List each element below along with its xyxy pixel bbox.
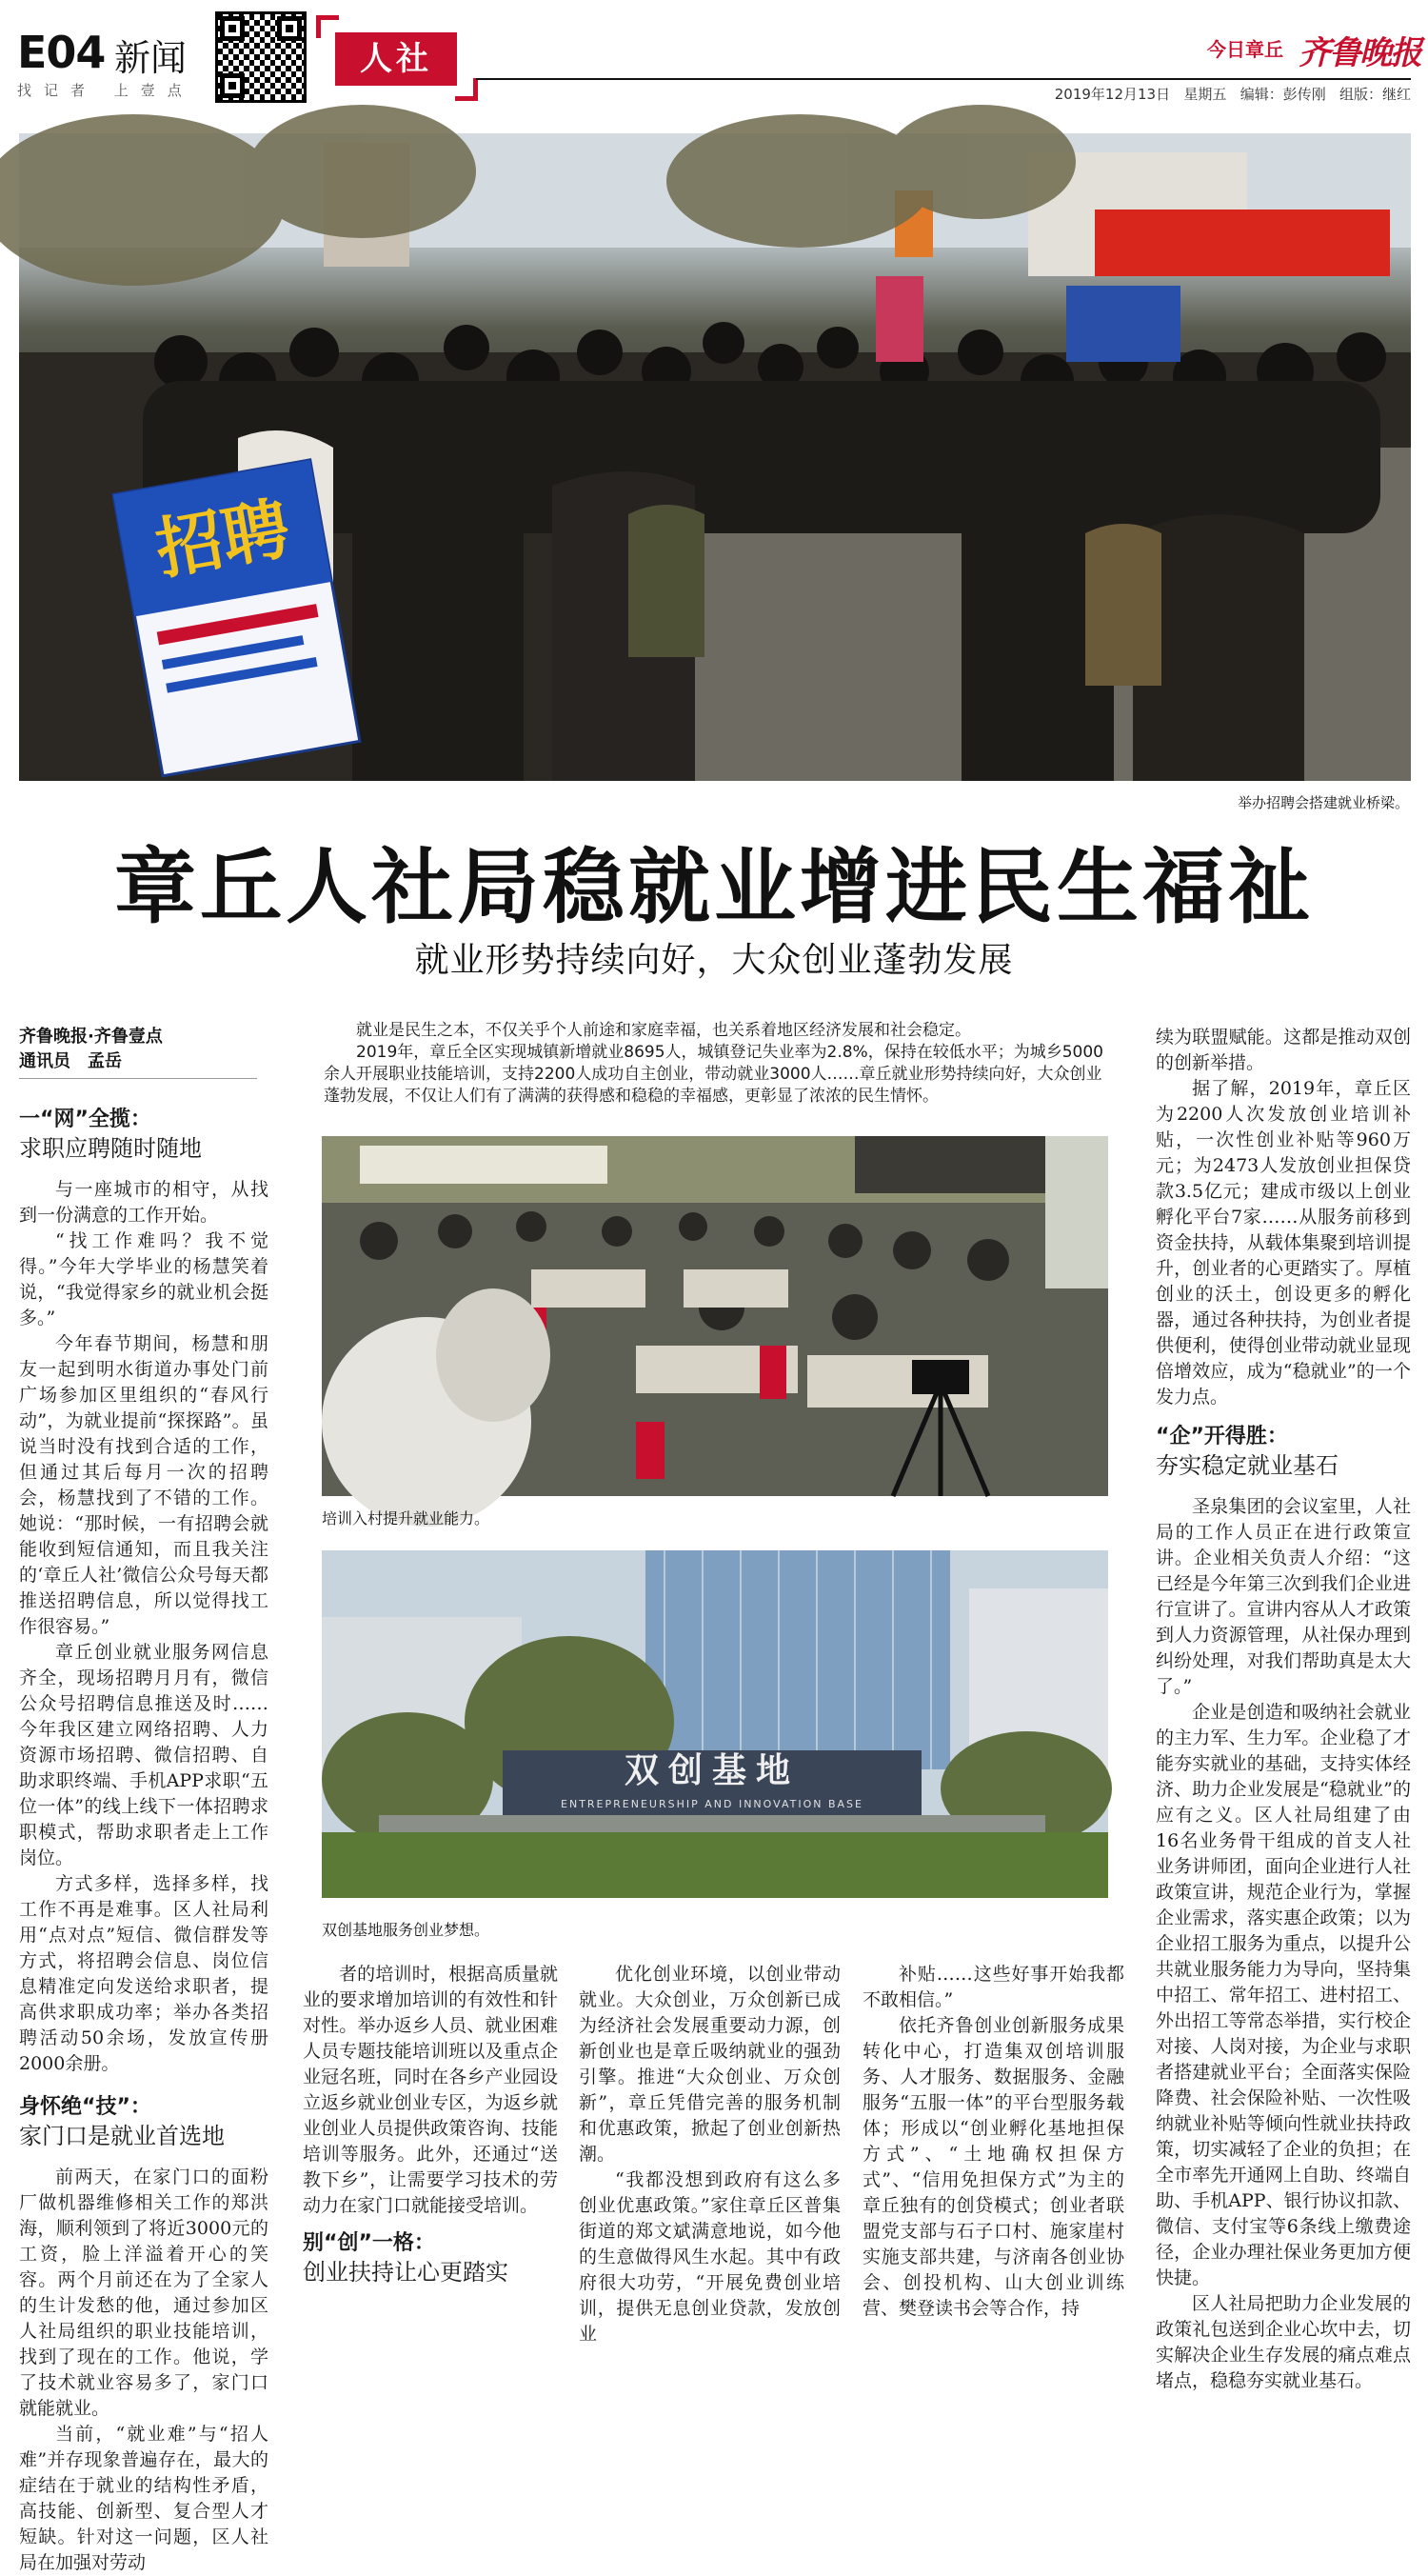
main-photo-caption: 举办招聘会搭建就业桥梁。 [1237, 794, 1409, 811]
training-photo [322, 1136, 1108, 1496]
body-paragraph: 据了解，2019年，章丘区为2200人次发放创业培训补贴，一次性创业补贴等960万元；为2473人发放创业担保贷款3.5亿元；建成市级以上创业孵化平台7家……从服务前移到资金扶持，从载体集聚到培训提升，创业者的心更踏实了。厚植创业的沃土，创设更多的孵化器，通过各种扶持，为创业者提供便利，使得创业带动就业显现倍增效应，成为“稳就业”的一个发力点。 [1156, 1078, 1411, 1408]
byline-divider [19, 1078, 257, 1079]
article-column-3 [579, 1962, 841, 2345]
byline-outlet: 齐鲁晚报·齐鲁壹点 [19, 1027, 163, 1047]
byline [19, 1025, 257, 1074]
base-sign-text: 双创基地 [624, 1751, 801, 1790]
section-tag: 人社 [335, 32, 457, 86]
article-column-1 [19, 1107, 268, 2573]
base-sign-english: ENTREPRENEURSHIP AND INNOVATION BASE [561, 1798, 863, 1810]
issue-meta: 2019年12月13日 星期五 编辑：彭传刚 组版：继红 [1054, 86, 1411, 103]
body-paragraph: 前两天，在家门口的面粉厂做机器维修相关工作的郑洪海，顺利领到了将近3000元的工资，脸上洋溢着开心的笑容。两个月前还在为了全家人的生计发愁的他，通过参加区人社局组织的职业技能培训，找到了现在的工作。他说，学了技术就业容易多了，家门口就能就业。 [19, 2167, 268, 2419]
section-name: 新闻 [114, 37, 188, 79]
qr-eye-icon [220, 16, 245, 41]
section-heading-4-line2: 夯实稳定就业基石 [1156, 1452, 1339, 1479]
section-heading-2-line1: 身怀绝“技”： [19, 2095, 151, 2119]
qr-eye-icon [277, 16, 302, 41]
section-heading-2-line2: 家门口是就业首选地 [19, 2123, 225, 2149]
job-fair-illustration [19, 133, 1411, 781]
body-paragraph: “找工作难吗？我不觉得。”今年大学毕业的杨慧笑着说，“我觉得家乡的就业机会挺多。” [19, 1230, 268, 1328]
section-heading-3-line1: 别“创”一格： [303, 2231, 435, 2255]
header-slogan: 找记者 上壹点 [17, 82, 194, 99]
headline: 章丘人社局稳就业增进民生福祉 [114, 840, 1314, 935]
newspaper-logo: 齐鲁晚报 [1299, 34, 1420, 72]
base-photo-caption: 双创基地服务创业梦想。 [322, 1921, 490, 1939]
section-heading-1-line2: 求职应聘随时随地 [19, 1135, 202, 1162]
page-number: E04 [17, 27, 106, 78]
qr-eye-icon [220, 73, 245, 98]
body-paragraph: 企业是创造和吸纳社会就业的主力军、生力军。企业稳了才能夯实就业的基础，支持实体经济、助力企业发展是“稳就业”的应有之义。区人社局组建了由16名业务骨干组成的首支人社业务讲师团，面向企业进行人社政策宣讲，规范企业行为，掌握企业需求，落实惠企政策；以为企业招工服务为重点，以提升公共就业服务能力为导向，坚持集中招工、常年招工、进村招工、外出招工等常态举措，实行校企对接、人岗对接，为企业与求职者搭建就业平台；全面落实保险降费、社会保险补贴、一次性吸纳就业补贴等倾向性就业扶持政策，切实减轻了企业的负担；在全市率先开通网上自助、终端自助、手机APP、银行协议扣款、微信、支付宝等6条线上缴费途径，企业办理社保业务更加方便快捷。 [1156, 1702, 1411, 2288]
byline-author: 通讯员 孟岳 [19, 1051, 122, 1071]
body-paragraph: 与一座城市的相守，从找到一份满意的工作开始。 [19, 1179, 268, 1226]
body-paragraph: 补贴……这些好事开始我都不敢相信。” [863, 1964, 1124, 2010]
article-column-5 [1156, 1025, 1411, 2391]
body-paragraph: 今年春节期间，杨慧和朋友一起到明水街道办事处门前广场参加区里组织的“春风行动”，为就业提前“探探路”。虽说当时没有找到合适的工作，但通过其后每月一次的招聘会，杨慧找到了不错的工作。她说：“那时候，一有招聘会就能收到短信通知，而且我关注的‘章丘人社’微信公众号每天都推送招聘信息，所以觉得找工作很容易。” [19, 1333, 268, 1637]
body-paragraph: 区人社局把助力企业发展的政策礼包送到企业心坎中去，切实解决企业生存发展的痛点难点堵点，稳稳夯实就业基石。 [1156, 2293, 1411, 2391]
body-paragraph: 续为联盟赋能。这都是推动双创的创新举措。 [1156, 1027, 1411, 1073]
article-column-2 [303, 1962, 558, 2286]
section-heading-1-line1: 一“网”全揽： [19, 1108, 151, 1131]
lead-paragraph: 2019年，章丘全区实现城镇新增就业8695人，城镇登记失业率为2.8%，保持在较低水平；为城乡5000余人开展职业技能培训，支持2200人成功自主创业，带动就业3000人……章丘就业形势持续向好，大众创业蓬勃发展，不仅让人们有了满满的获得感和稳稳的幸福感，更彰显了浓浓的民生情怀。 [324, 1043, 1103, 1106]
poster-text: 招聘 [149, 489, 295, 589]
body-paragraph: 圣泉集团的会议室里，人社局的工作人员正在进行政策宣讲。企业相关负责人介绍：“这已经是今年第三次到我们企业进行宣讲了。宣讲内容从人才政策到人力资源管理，从社保办理到纠纷处理，对我们帮助真是太大了。” [1156, 1496, 1411, 1697]
lead-paragraph: 就业是民生之本，不仅关乎个人前途和家庭幸福，也关系着地区经济发展和社会稳定。 [356, 1021, 971, 1040]
lead-paragraphs [324, 1020, 1106, 1108]
training-photo-caption: 培训入村提升就业能力。 [322, 1509, 490, 1528]
body-paragraph: “我都没想到政府有这么多创业优惠政策。”家住章丘区普集街道的郑文斌满意地说，如今他的生意做得风生水起。其中有政府很大功劳，“开展免费创业培训，提供无息创业贷款，发放创业 [579, 2169, 841, 2345]
subheadline: 就业形势持续向好，大众创业蓬勃发展 [414, 941, 1014, 980]
article-column-4 [863, 1962, 1124, 2319]
section-heading-4-line1: “企”开得胜： [1156, 1425, 1288, 1448]
job-fair-photo [19, 133, 1411, 781]
header-divider [476, 78, 1411, 80]
innovation-base-illustration [322, 1550, 1108, 1898]
body-paragraph: 当前，“就业难”与“招人难”并存现象普遍存在，最大的症结在于就业的结构性矛盾，高技能、创新型、复合型人才短缺。针对这一问题，区人社局在加强对劳动 [19, 2424, 268, 2573]
section-tag-bracket [455, 78, 478, 101]
body-paragraph: 者的培训时，根据高质量就业的要求增加培训的有效性和针对性。举办返乡人员、就业困难人员专题技能培训班以及重点企业冠名班，同时在各乡产业园设立返乡就业创业专区，为返乡就业创业人员提供政策咨询、技能培训等服务。此外，还通过“送教下乡”，让需要学习技术的劳动力在家门口就能接受培训。 [303, 1964, 558, 2216]
body-paragraph: 优化创业环境，以创业带动就业。大众创业，万众创新已成为经济社会发展重要动力源，创新创业也是章丘吸纳就业的强劲引擎。推进“大众创业、万众创新”，章丘凭借完善的服务机制和优惠政策，掀起了创业创新热潮。 [579, 1964, 841, 2165]
section-heading-3-line2: 创业扶持让心更踏实 [303, 2259, 508, 2286]
edition-label: 今日章丘 [1207, 38, 1283, 61]
qr-code-icon[interactable] [215, 11, 307, 103]
training-illustration [322, 1136, 1108, 1496]
body-paragraph: 依托齐鲁创业创新服务成果转化中心，打造集双创培训服务、人才服务、数据服务、金融服务“五服一体”的平台型服务载体；形成以“创业孵化基地担保方式”、“土地确权担保方式”、“信用免担保方式”为主的章丘独有的创贷模式；创业者联盟党支部与石子口村、施家崖村实施支部共建，与济南各创业协会、创投机构、山大创业训练营、樊登读书会等合作，持 [863, 2015, 1124, 2319]
body-paragraph: 方式多样，选择多样，找工作不再是难事。区人社局利用“点对点”短信、微信群发等方式，将招聘会信息、岗位信息精准定向发送给求职者，提高供求职成功率；举办各类招聘活动50余场，发放宣传册2000余册。 [19, 1873, 268, 2074]
innovation-base-photo [322, 1550, 1108, 1898]
body-paragraph: 章丘创业就业服务网信息齐全，现场招聘月月有，微信公众号招聘信息推送及时……今年我区建立网络招聘、人力资源市场招聘、微信招聘、自助求职终端、手机APP求职“五位一体”的线上线下一体招聘求职模式，帮助求职者走上工作岗位。 [19, 1642, 268, 1868]
